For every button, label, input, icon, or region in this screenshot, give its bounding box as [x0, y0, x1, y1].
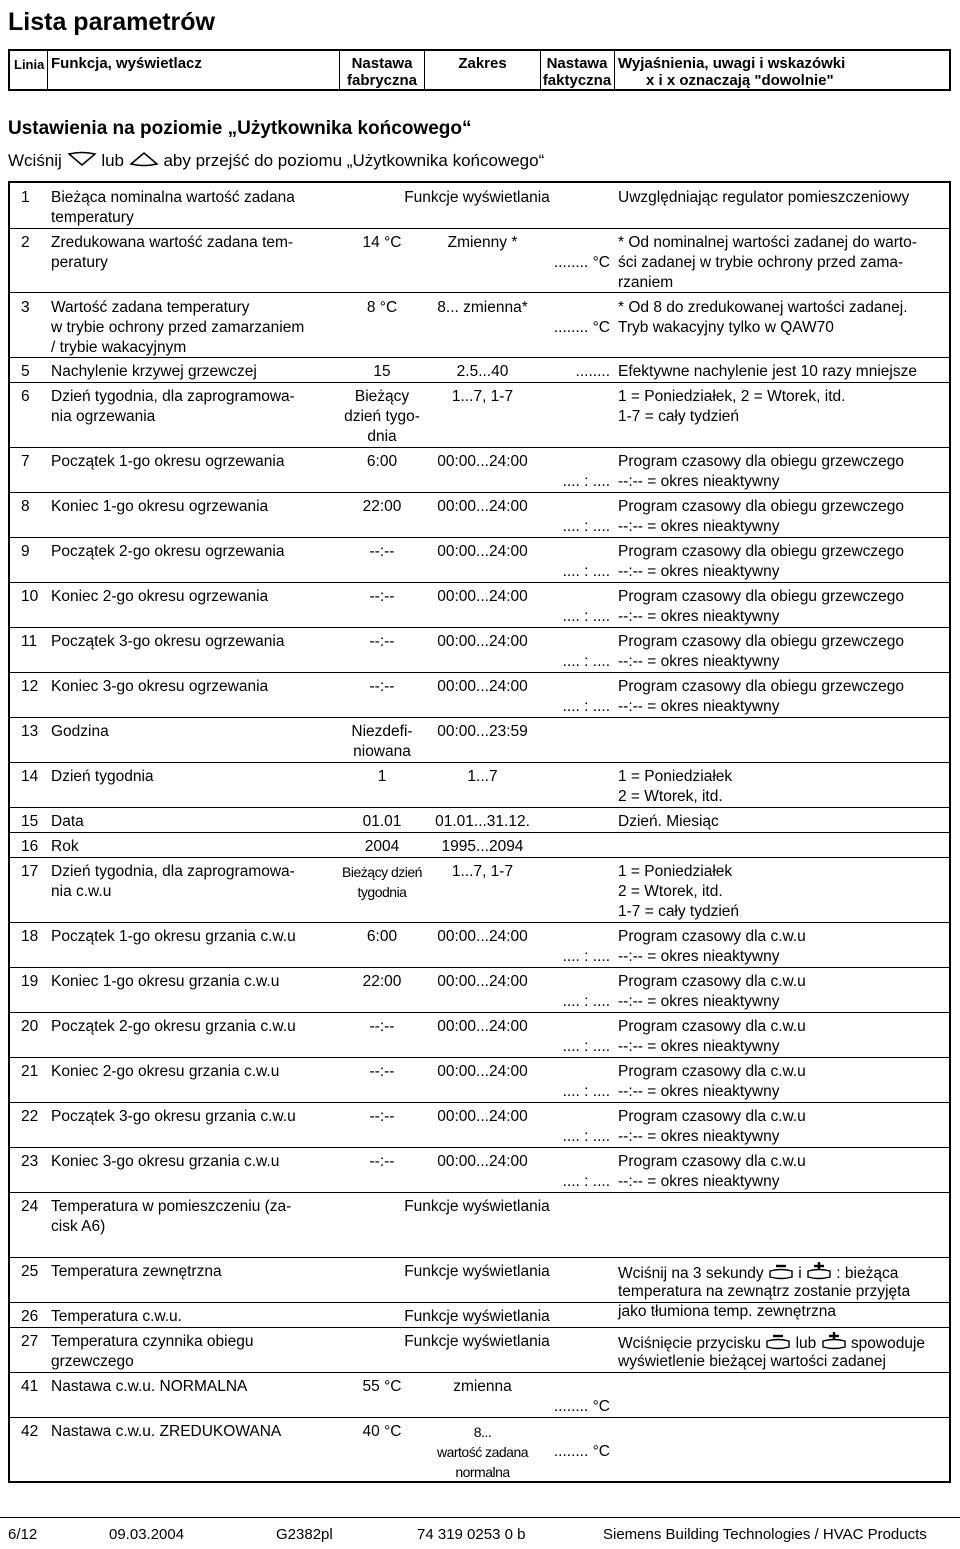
row-explanation: * Od 8 do zredukowanej wartości zadanej. Tryb wakacyjny tylko w QAW70: [618, 299, 908, 336]
row-range: 00:00...24:00: [437, 928, 528, 945]
row-range: 00:00...24:00: [437, 453, 528, 470]
row-explanation: Program czasowy dla obiegu grzewczego --:-- = okres nieaktywny: [618, 633, 905, 670]
row-explanation: Program czasowy dla c.w.u --:-- = okres nieaktywny: [618, 928, 806, 965]
row-explanation: Efektywne nachylenie jest 10 razy mniejsze: [618, 363, 917, 380]
row-actual-setting: ........ °C: [553, 254, 610, 271]
row-function: Koniec 1-go okresu ogrzewania: [51, 498, 269, 515]
row-factory-setting: 14 °C: [362, 234, 402, 251]
row-display-function: Funkcje wyświetlania: [404, 189, 550, 206]
row-line-number: 26: [21, 1308, 39, 1325]
row-factory-setting: 55 °C: [362, 1378, 402, 1395]
row-actual-setting: ........ °C: [553, 1398, 610, 1415]
row-separator: [10, 967, 949, 968]
row-line-number: 16: [21, 838, 39, 855]
row-actual-setting: .... : ....: [562, 1128, 610, 1145]
row-actual-setting: .... : ....: [562, 653, 610, 670]
row-line-number: 22: [21, 1108, 39, 1125]
row-range: 00:00...24:00: [437, 1108, 528, 1125]
row-line-number: 10: [21, 588, 39, 605]
row-line-number: 21: [21, 1063, 39, 1080]
row-actual-setting: ........: [575, 363, 610, 380]
row-range: 00:00...24:00: [437, 543, 528, 560]
row-line-number: 15: [21, 813, 39, 830]
row-function: Dzień tygodnia, dla zaprogramowa- nia c.w.u: [51, 863, 295, 900]
header-nastawa-fabryczna: Nastawa fabryczna: [346, 55, 418, 89]
row-line-number: 3: [21, 299, 30, 316]
level-title: Ustawienia na poziomie „Użytkownika końcowego“: [8, 118, 472, 139]
row-actual-setting: .... : ....: [562, 948, 610, 965]
row-function: Koniec 3-go okresu ogrzewania: [51, 678, 269, 695]
row-actual-setting: .... : ....: [562, 608, 610, 625]
row-factory-setting: 01.01: [362, 813, 402, 830]
row-function: Początek 2-go okresu grzania c.w.u: [51, 1018, 296, 1035]
row-factory-setting: 22:00: [362, 498, 402, 515]
row-separator: [10, 717, 949, 718]
row-explanation: Program czasowy dla c.w.u --:-- = okres nieaktywny: [618, 1063, 806, 1100]
row-range: 00:00...24:00: [437, 498, 528, 515]
row-actual-setting: [540, 722, 610, 742]
row-range: 1...7, 1-7: [451, 863, 514, 880]
row-range: 2.5...40: [456, 363, 509, 380]
row-function: Początek 3-go okresu ogrzewania: [51, 633, 285, 650]
row-explanation: 1 = Poniedziałek, 2 = Wtorek, itd. 1-7 = cały tydzień: [618, 388, 846, 425]
row-separator: [10, 1147, 949, 1148]
row-function: Nastawa c.w.u. NORMALNA: [51, 1378, 248, 1395]
row-function: Temperatura czynnika obiegu grzewczego: [51, 1333, 254, 1370]
row-range: 01.01...31.12.: [435, 813, 530, 830]
header-funkcja: Funkcja, wyświetlacz: [51, 55, 202, 72]
row-range: 1995...2094: [441, 838, 524, 855]
row-range: zmienna: [453, 1378, 512, 1395]
row-range: 00:00...24:00: [437, 678, 528, 695]
row-factory-setting: --:--: [369, 588, 395, 605]
chevron-down-button-icon: [67, 151, 97, 172]
row-factory-setting: --:--: [369, 678, 395, 695]
row-display-function: Funkcje wyświetlania: [404, 1308, 550, 1325]
row-display-function: Funkcje wyświetlania: [404, 1263, 550, 1280]
footer-doc: G2382pl: [276, 1526, 333, 1543]
row-line-number: 24: [21, 1198, 39, 1215]
row-factory-setting: --:--: [369, 1108, 395, 1125]
chevron-up-button-icon: [129, 151, 159, 172]
row-explanation: Program czasowy dla obiegu grzewczego --:-- = okres nieaktywny: [618, 498, 905, 535]
row-range: Zmienny *: [447, 234, 518, 251]
row-actual-setting: .... : ....: [562, 1038, 610, 1055]
row-factory-setting: 22:00: [362, 973, 402, 990]
header-zakres: Zakres: [458, 55, 507, 72]
row-factory-setting: 1: [377, 768, 387, 785]
row-explanation: Program czasowy dla c.w.u --:-- = okres nieaktywny: [618, 973, 806, 1010]
row-explanation: Program czasowy dla c.w.u --:-- = okres nieaktywny: [618, 1108, 806, 1145]
row-separator: [10, 447, 949, 448]
row-separator: [10, 922, 949, 923]
header-nastawa-faktyczna: Nastawa faktyczna: [542, 55, 612, 89]
row-function: Początek 2-go okresu ogrzewania: [51, 543, 285, 560]
row-line-number: 1: [21, 189, 30, 206]
row-separator: [10, 832, 949, 833]
footer-company: Siemens Building Technologies / HVAC Products: [603, 1526, 927, 1543]
row-explanation: Program czasowy dla obiegu grzewczego --:-- = okres nieaktywny: [618, 543, 905, 580]
row-line-number: 5: [21, 363, 30, 380]
row-factory-setting: --:--: [369, 1018, 395, 1035]
row-function: Koniec 2-go okresu grzania c.w.u: [51, 1063, 280, 1080]
row-separator: [10, 1372, 949, 1373]
row-function: Data: [51, 813, 84, 830]
row-range: 00:00...24:00: [437, 588, 528, 605]
row-explanation: Program czasowy dla c.w.u --:-- = okres nieaktywny: [618, 1153, 806, 1190]
row-function: Koniec 1-go okresu grzania c.w.u: [51, 973, 280, 990]
row-actual-setting: ........ °C: [553, 1443, 610, 1460]
row-line-number: 17: [21, 863, 39, 880]
row-line-number: 42: [21, 1423, 39, 1440]
row-function: Początek 1-go okresu ogrzewania: [51, 453, 285, 470]
row-factory-setting: 8 °C: [366, 299, 398, 316]
row-explanation: temperatura na zewnątrz zostanie przyjęta jako tłumiona temp. zewnętrzna: [618, 1283, 911, 1320]
table-header: [8, 49, 951, 91]
row-separator: [10, 672, 949, 673]
row-line-number: 6: [21, 388, 30, 405]
row-function: Godzina: [51, 723, 109, 740]
row-explanation-rich: Wciśnij na 3 sekundy i : bieżąca: [618, 1262, 898, 1286]
row-actual-setting: .... : ....: [562, 698, 610, 715]
row-actual-setting: .... : ....: [562, 473, 610, 490]
row-function: Nachylenie krzywej grzewczej: [51, 363, 257, 380]
row-function: Początek 1-go okresu grzania c.w.u: [51, 928, 296, 945]
row-separator: [10, 1057, 949, 1058]
row-separator: [10, 762, 949, 763]
row-line-number: 2: [21, 234, 30, 251]
row-function: Koniec 2-go okresu ogrzewania: [51, 588, 269, 605]
row-function: Początek 3-go okresu grzania c.w.u: [51, 1108, 296, 1125]
row-actual-setting: .... : ....: [562, 518, 610, 535]
instruction: Wciśnij lub aby przejść do poziomu „Użytkownika końcowego“: [8, 151, 544, 172]
header-linia: Linia: [14, 57, 45, 72]
row-explanation: wyświetlenie bieżącej wartości zadanej: [618, 1353, 886, 1370]
row-function: Temperatura w pomieszczeniu (za- cisk A6): [51, 1198, 292, 1235]
row-separator: [10, 1102, 949, 1103]
row-separator: [10, 807, 949, 808]
header-wyjasnienia: Wyjaśnienia, uwagi i wskazówki x i x oznaczają "dowolnie": [618, 55, 846, 89]
row-separator: [10, 1417, 949, 1418]
row-separator: [10, 582, 949, 583]
row-separator: [10, 228, 949, 229]
row-factory-setting: 15: [373, 363, 391, 380]
row-separator: [10, 1257, 949, 1258]
row-actual-setting: .... : ....: [562, 993, 610, 1010]
row-line-number: 41: [21, 1378, 39, 1395]
row-function: Dzień tygodnia, dla zaprogramowa- nia ogrzewania: [51, 388, 295, 425]
row-function: Nastawa c.w.u. ZREDUKOWANA: [51, 1423, 282, 1440]
row-function: Temperatura zewnętrzna: [51, 1263, 222, 1280]
row-display-function: Funkcje wyświetlania: [404, 1198, 550, 1215]
row-separator: [10, 537, 949, 538]
row-actual-setting: [540, 862, 610, 882]
row-factory-setting: 6:00: [366, 928, 398, 945]
row-range: 00:00...24:00: [437, 973, 528, 990]
row-factory-setting: --:--: [369, 1153, 395, 1170]
footer-rule: [0, 1517, 960, 1518]
row-explanation: Program czasowy dla obiegu grzewczego --:-- = okres nieaktywny: [618, 453, 905, 490]
row-separator: [10, 627, 949, 628]
footer-date: 09.03.2004: [109, 1526, 185, 1543]
row-range: 1...7, 1-7: [451, 388, 514, 405]
row-factory-setting: --:--: [369, 1063, 395, 1080]
row-line-number: 27: [21, 1333, 39, 1350]
row-factory-setting: Niezdefi- niowana: [351, 723, 413, 760]
row-factory-setting: --:--: [369, 633, 395, 650]
row-line-number: 23: [21, 1153, 39, 1170]
row-line-number: 12: [21, 678, 39, 695]
row-range: 00:00...24:00: [437, 1063, 528, 1080]
row-explanation: Dzień. Miesiąc: [618, 813, 719, 830]
row-line-number: 18: [21, 928, 39, 945]
row-factory-setting: 6:00: [366, 453, 398, 470]
row-range: 1...7: [467, 768, 498, 785]
row-separator: [10, 382, 949, 383]
row-explanation: 1 = Poniedziałek 2 = Wtorek, itd. 1-7 = cały tydzień: [618, 863, 740, 920]
row-range: 8... wartość zadana normalna: [436, 1424, 529, 1480]
footer-number: 74 319 0253 0 b: [417, 1526, 526, 1543]
row-actual-setting: .... : ....: [562, 1083, 610, 1100]
row-function: Wartość zadana temperatury w trybie ochrony przed zamarzaniem / trybie wakacyjnym: [51, 299, 305, 356]
row-explanation-rich: Wciśnięcie przycisku lub spowoduje: [618, 1332, 925, 1356]
row-factory-setting: Bieżący dzień tygo- dnia: [344, 388, 420, 445]
row-actual-setting: ........ °C: [553, 319, 610, 336]
row-separator: [10, 1327, 949, 1328]
row-line-number: 13: [21, 723, 39, 740]
row-explanation: Program czasowy dla obiegu grzewczego --:-- = okres nieaktywny: [618, 588, 905, 625]
row-function: Koniec 3-go okresu grzania c.w.u: [51, 1153, 280, 1170]
row-actual-setting: .... : ....: [562, 1173, 610, 1190]
row-factory-setting: Bieżący dzień tygodnia: [342, 864, 422, 900]
page-title: Lista parametrów: [8, 8, 216, 36]
row-actual-setting: [540, 387, 610, 407]
row-explanation: 1 = Poniedziałek 2 = Wtorek, itd.: [618, 768, 733, 805]
row-line-number: 7: [21, 453, 30, 470]
row-separator: [10, 857, 949, 858]
row-explanation: Program czasowy dla c.w.u --:-- = okres nieaktywny: [618, 1018, 806, 1055]
row-range: 00:00...24:00: [437, 1153, 528, 1170]
row-line-number: 8: [21, 498, 30, 515]
row-explanation: * Od nominalnej wartości zadanej do warto- ści zadanej w trybie ochrony przed zama- rzaniem: [618, 234, 917, 291]
row-line-number: 19: [21, 973, 39, 990]
row-separator: [10, 1192, 949, 1193]
row-function: Temperatura c.w.u.: [51, 1308, 182, 1325]
row-line-number: 11: [21, 633, 38, 650]
row-line-number: 25: [21, 1263, 39, 1280]
row-function: Bieżąca nominalna wartość zadana temperatury: [51, 189, 295, 226]
row-actual-setting: [540, 837, 610, 857]
row-line-number: 9: [21, 543, 30, 560]
row-actual-setting: .... : ....: [562, 563, 610, 580]
row-function: Dzień tygodnia: [51, 768, 154, 785]
row-factory-setting: --:--: [369, 543, 395, 560]
row-range: 00:00...24:00: [437, 1018, 528, 1035]
row-line-number: 20: [21, 1018, 39, 1035]
footer-page: 6/12: [8, 1526, 38, 1543]
row-display-function: Funkcje wyświetlania: [404, 1333, 550, 1350]
row-explanation: Program czasowy dla obiegu grzewczego --:-- = okres nieaktywny: [618, 678, 905, 715]
row-actual-setting: [540, 812, 610, 832]
row-explanation: Uwzględniając regulator pomieszczeniowy: [618, 189, 910, 206]
row-line-number: 14: [21, 768, 39, 785]
row-actual-setting: [540, 767, 610, 787]
row-separator: [10, 492, 949, 493]
row-range: 00:00...23:59: [437, 723, 528, 740]
row-function: Rok: [51, 838, 79, 855]
row-separator: [10, 1012, 949, 1013]
row-factory-setting: 40 °C: [362, 1423, 402, 1440]
row-range: 00:00...24:00: [437, 633, 528, 650]
row-range: 8... zmienna*: [437, 299, 528, 316]
parameter-table: [8, 181, 951, 1483]
row-factory-setting: 2004: [364, 838, 400, 855]
row-function: Zredukowana wartość zadana tem- peratury: [51, 234, 294, 271]
